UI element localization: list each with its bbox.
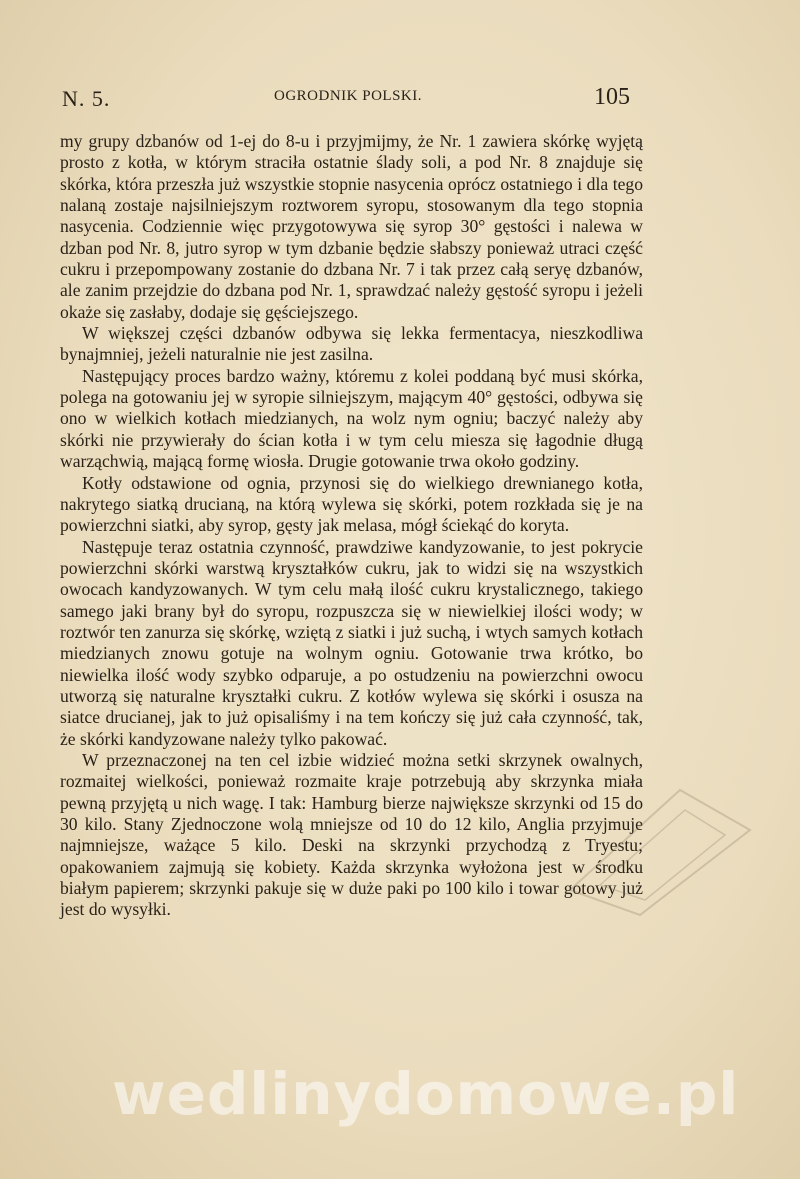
article-body xyxy=(60,131,643,921)
journal-title: OGRODNIK POLSKI. xyxy=(274,88,423,104)
paragraph-4: Kotły odstawione od ognia, przynosi się do wielkiego drewnianego kotła, nakrytego siatką drucianą, na którą wylewa się skórki, potem rozkłada się je na powierzchni siatki, aby syrop, gęsty jak melasa, mógł ściekąć do koryta. xyxy=(60,472,643,536)
faded-stamp-mark xyxy=(560,770,760,920)
paragraph-1: my grupy dzbanów od 1-ej do 8-u i przyjmijmy, że Nr. 1 zawiera skórkę wyjętą prosto z kotła, w którym straciła ostatnie ślady soli, a pod Nr. 8 znajduje się skórka, która przeszła już wszystkie stopnie nasycenia oprócz ostatniego i dla tego nalaną zostaje najsilniejszym roztworem syropu, stosowanym dla tego stopnia nasycenia. Codziennie więc przygotowywa się syrop 30° gęstości i nalewa w dzban pod Nr. 8, jutro syrop w tym dzbanie będzie słabszy ponieważ utraci część cukru i przepompowany zostanie do dzbana Nr. 7 i tak przez całą seryę dzbanów, ale zanim przejdzie do dzbana pod Nr. 1, sprawdzać należy gęstość syropu i jeżeli okaże się zasłaby, dodaje się gęściejszego. xyxy=(60,131,643,322)
paragraph-6: W przeznaczonej na ten cel izbie widzieć można setki skrzynek owalnych, rozmaitej wielkości, ponieważ rozmaite kraje potrzebują aby skrzynka miała pewną przyjętą u nich wagę. I tak: Hamburg bierze największe skrzynki od 15 do 30 kilo. Stany Zjednoczone wolą mniejsze od 10 do 12 kilo, Anglia przyjmuje najmniejsze, ważące 5 kilo. Deski na skrzynki przychodzą z Tryestu; opakowaniem zajmują się kobiety. Każda skrzynka wyłożona jest w środku białym papierem; skrzynki pakuje się w duże paki po 100 kilo i towar gotowy już jest do wysyłki. xyxy=(60,749,643,920)
page-header xyxy=(62,84,642,114)
issue-number: N. 5. xyxy=(62,86,111,111)
site-watermark: wedlinydomowe.pl xyxy=(112,1060,740,1128)
paragraph-5: Następuje teraz ostatnia czynność, prawdziwe kandyzowanie, to jest pokrycie powierzchni skórki warstwą kryształków cukru, jak to widzi się na wszystkich owocach kandyzowanych. W tym celu małą ilość cukru krystalicznego, takiego samego jaki brany był do syropu, rozpuszcza się w niewielkiej ilości wody; w roztwór ten zanurza się skórkę, wziętą z siatki i już suchą, i wtych samych kotłach miedzianych znowu gotuje na wolnym ogniu. Gotowanie trwa krótko, bo niewielka ilość wody szybko odparuje, a po ostudzeniu na powierzchni owocu utworzą się naturalne kryształki cukru. Z kotłów wylewa się skórki i osusza na siatce drucianej, jak to już opisaliśmy i na tem kończy się już cała czynność, tak, że skórki kandyzowane należy tylko pakować. xyxy=(60,536,643,749)
page-number: 105 xyxy=(594,84,630,110)
paragraph-2: W większej części dzbanów odbywa się lekka fermentacya, nieszkodliwa bynajmniej, jeżeli naturalnie nie jest zasilna. xyxy=(60,323,643,365)
paragraph-3: Następujący proces bardzo ważny, któremu z kolei poddaną być musi skórka, polega na gotowaniu jej w syropie silniejszym, mającym 40° gęstości, odbywa się ono w wielkich kotłach miedzianych, na wolz nym ogniu; baczyć należy aby skórki nie przywierały do ścian kotła i w tym celu miesza się łagodnie długą warząchwią, mającą formę wiosła. Drugie gotowanie trwa około godziny. xyxy=(60,365,643,472)
